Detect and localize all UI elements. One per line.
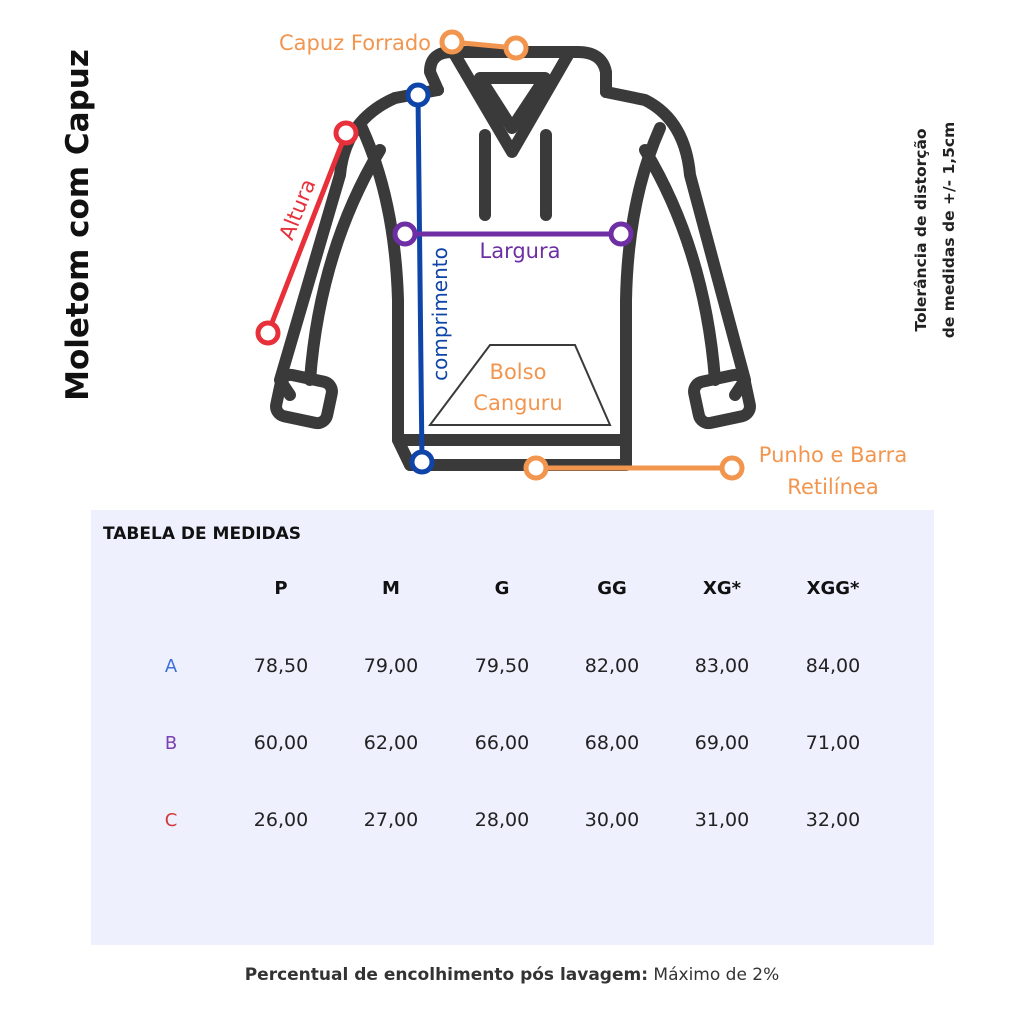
shrinkage-note-value: Máximo de 2% xyxy=(648,965,780,985)
inner-left-sleeve xyxy=(310,150,380,380)
col-header-xgg: XGG* xyxy=(806,578,860,599)
col-header-m: M xyxy=(382,578,400,599)
row-label-b: B xyxy=(164,733,178,754)
table-cell: 27,00 xyxy=(363,809,419,831)
table-cell: 71,00 xyxy=(805,732,861,754)
table-cell: 84,00 xyxy=(805,655,861,677)
table-cell: 82,00 xyxy=(584,655,640,677)
hoodie-diagram xyxy=(0,0,1024,510)
right-cuff xyxy=(692,373,752,425)
cuff-label-line-1: Punho e Barra xyxy=(758,443,908,467)
table-cell: 83,00 xyxy=(694,655,750,677)
table-cell: 30,00 xyxy=(584,809,640,831)
table-cell: 28,00 xyxy=(474,809,530,831)
body-right-outline xyxy=(606,92,745,440)
table-cell: 78,50 xyxy=(253,655,309,677)
col-header-xg: XG* xyxy=(702,578,742,599)
col-header-p: P xyxy=(274,578,288,599)
length-label: comprimento xyxy=(428,247,452,381)
table-cell: 32,00 xyxy=(805,809,861,831)
col-header-g: G xyxy=(494,578,510,599)
cuff-label-line-2: Retilínea xyxy=(787,475,879,499)
table-cell: 79,00 xyxy=(363,655,419,677)
table-cell: 26,00 xyxy=(253,809,309,831)
table-title: TABELA DE MEDIDAS xyxy=(103,524,302,544)
hood-label: Capuz Forrado xyxy=(279,31,431,55)
tolerance-line-2: de medidas de +/- 1,5cm xyxy=(940,121,958,339)
body-left-outline xyxy=(280,90,438,440)
table-cell: 60,00 xyxy=(253,732,309,754)
row-label-a: A xyxy=(164,656,178,677)
height-label: Altura xyxy=(274,175,321,244)
page-title: Moletom com Capuz xyxy=(60,49,96,401)
col-header-gg: GG xyxy=(597,578,627,599)
tolerance-line-1: Tolerância de distorção xyxy=(912,128,930,332)
left-cuff xyxy=(274,373,334,425)
shrinkage-note-label: Percentual de encolhimento pós lavagem: xyxy=(244,965,649,985)
pocket-label-line-1: Bolso xyxy=(489,360,547,384)
shrinkage-note xyxy=(0,965,1024,985)
table-cell: 79,50 xyxy=(474,655,530,677)
table-cell: 66,00 xyxy=(474,732,530,754)
row-label-c: C xyxy=(164,810,178,831)
table-cell: 31,00 xyxy=(694,809,750,831)
width-label: Largura xyxy=(479,239,561,263)
pocket-label-line-2: Canguru xyxy=(473,391,563,415)
table-cell: 68,00 xyxy=(584,732,640,754)
inner-right-sleeve xyxy=(645,150,715,380)
table-cell: 69,00 xyxy=(694,732,750,754)
size-table xyxy=(91,510,934,945)
table-cell: 62,00 xyxy=(363,732,419,754)
